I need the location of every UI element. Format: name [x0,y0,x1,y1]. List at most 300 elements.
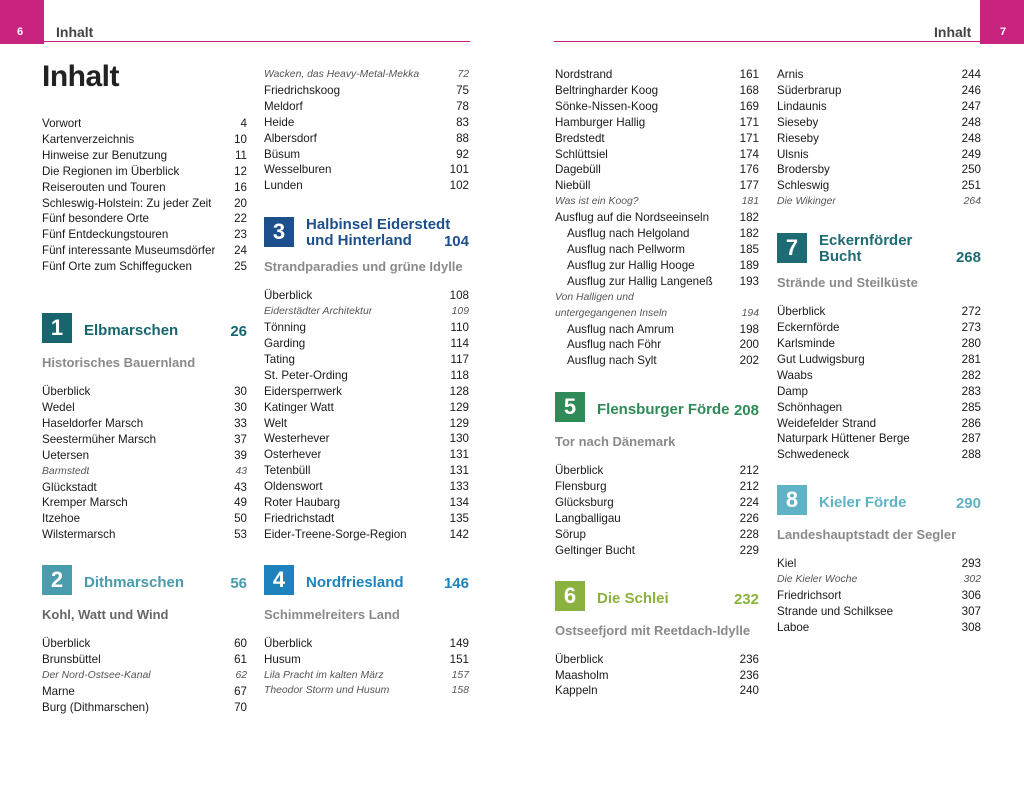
toc-entry-title: Wedel [42,400,75,414]
toc-entry[interactable] [555,210,759,226]
toc-entry[interactable] [42,243,247,259]
toc-entry-page: 306 [961,589,981,603]
toc-entry-page: 39 [234,448,247,462]
chapter-4-title: Nordfriesland [306,573,404,591]
chapter-7-title-line-1: Eckernförder [819,232,913,250]
toc-entry-page: 135 [449,511,469,525]
toc-entry-page: 229 [739,543,759,557]
right-page-number: 7 [980,0,1024,44]
toc-entry-title: Büsum [264,147,301,161]
toc-entry-page: 43 [235,465,247,477]
toc-entry[interactable] [555,99,759,115]
toc-entry[interactable] [264,162,469,178]
chapter-8-list [777,556,981,636]
toc-entry-title: Beltringharder Koog [555,83,659,97]
toc-entry-title: Albersdorf [264,131,317,145]
toc-entry[interactable] [555,322,759,338]
toc-entry-title: Kiel [777,557,797,571]
chapter-6-subtitle: Ostseefjord mit Reetdach-Idylle [555,622,751,638]
toc-entry[interactable] [264,416,469,432]
chapter-8-header[interactable] [777,485,981,517]
toc-entry[interactable] [264,99,469,115]
toc-entry[interactable] [555,495,759,511]
toc-entry-title: Dagebüll [555,163,601,177]
toc-entry-page: 287 [961,432,981,446]
toc-entry-page: 171 [739,131,759,145]
toc-entry[interactable] [264,336,469,352]
toc-entry-title: Brodersby [777,163,830,177]
toc-entry-page: 280 [961,336,981,350]
toc-entry[interactable] [777,336,981,352]
toc-entry[interactable] [777,67,981,83]
toc-column-3 [555,67,759,699]
front-matter-list [42,116,247,275]
toc-entry-title: Welt [264,416,287,430]
chapter-3-subtitle: Strandparadies und grüne Idylle [264,259,463,275]
chapter-1-list [42,384,247,543]
toc-entry-title: Hamburger Hallig [555,115,646,129]
toc-entry-page: 244 [961,68,981,81]
toc-entry[interactable] [264,463,469,479]
toc-entry-page: 168 [739,83,759,97]
toc-entry[interactable] [555,511,759,527]
toc-entry-page: 23 [234,228,247,242]
chapter-6-title: Die Schlei [597,589,669,607]
toc-entry[interactable] [777,147,981,163]
toc-entry[interactable] [555,463,759,479]
toc-entry[interactable] [42,259,247,275]
toc-entry-page: 10 [234,132,247,146]
toc-entry[interactable] [777,400,981,416]
toc-entry-title: Lindaunis [777,99,827,113]
toc-entry-page: 212 [739,464,759,478]
toc-entry[interactable] [777,178,981,194]
toc-entry-page: 224 [739,496,759,510]
toc-entry-page: 177 [739,179,759,193]
toc-entry[interactable] [42,148,247,164]
toc-entry[interactable] [777,99,981,115]
toc-entry[interactable] [264,304,469,320]
chapter-1-header[interactable] [42,313,247,345]
left-page-number: 6 [0,0,44,44]
toc-entry-page: 61 [234,653,247,667]
toc-entry[interactable] [42,684,247,700]
toc-entry-page: 283 [961,384,981,398]
toc-entry[interactable] [264,447,469,463]
toc-entry-title: Wilstermarsch [42,528,116,542]
chapter-8-number: 8 [777,485,807,515]
toc-entry-title: Maasholm [555,668,609,682]
toc-entry-page: 176 [739,163,759,177]
toc-entry-page: 302 [963,574,981,586]
toc-entry[interactable] [42,132,247,148]
chapter-2-number: 2 [42,565,72,595]
toc-entry[interactable] [555,178,759,194]
toc-entry[interactable] [555,242,759,258]
toc-entry[interactable] [777,384,981,400]
toc-entry-title: Itzehoe [42,512,81,526]
toc-entry-title: Naturpark Hüttener Berge [777,432,910,446]
toc-entry[interactable] [777,131,981,147]
chapter-5-title: Flensburger Förde [597,401,730,419]
toc-entry-title: Sönke-Nissen-Koog [555,99,659,113]
toc-entry-title: Waabs [777,368,813,382]
toc-entry-page: 102 [449,179,469,193]
toc-entry[interactable] [264,178,469,194]
toc-entry-title: Hinweise zur Benutzung [42,148,168,162]
toc-entry[interactable] [555,194,759,210]
toc-entry-page: 67 [234,684,247,698]
toc-entry-page: 171 [739,115,759,129]
toc-entry[interactable] [777,416,981,432]
chapter-1-title: Elbmarschen [84,322,179,340]
toc-entry[interactable] [777,352,981,368]
toc-entry-title: Tating [264,352,295,366]
chapter-4-list [264,636,469,700]
toc-entry[interactable] [555,652,759,668]
toc-entry-title: Fünf Entdeckungstouren [42,228,169,242]
chapter-2-list-continued [264,67,469,194]
toc-entry-title: Eckernförde [777,321,840,335]
chapter-7-header[interactable] [777,233,981,265]
toc-entry[interactable] [264,67,469,83]
toc-entry-page: 114 [450,336,469,350]
toc-entry[interactable] [264,147,469,163]
toc-entry[interactable] [777,162,981,178]
toc-entry[interactable] [42,400,247,416]
toc-entry[interactable] [264,479,469,495]
toc-entry-title: Gut Ludwigsburg [777,352,865,366]
toc-entry[interactable] [42,196,247,212]
toc-entry-page: 130 [449,432,469,446]
toc-entry-page: 212 [739,480,759,494]
toc-entry-title: Katinger Watt [264,400,334,414]
toc-entry-page: 228 [739,527,759,541]
toc-entry[interactable] [42,527,247,543]
toc-entry[interactable] [555,527,759,543]
toc-entry[interactable] [264,83,469,99]
toc-entry-title: Weidefelder Strand [777,416,877,430]
toc-entry-page: 174 [739,147,759,161]
toc-entry-page: 248 [961,131,981,145]
chapter-2-subtitle: Kohl, Watt und Wind [42,607,169,623]
toc-entry-page: 249 [961,147,981,161]
toc-column-4 [777,67,981,636]
chapter-3-header[interactable] [264,217,469,249]
toc-entry[interactable] [264,636,469,652]
toc-entry[interactable] [42,464,247,480]
toc-entry[interactable] [555,83,759,99]
toc-entry-title: Kappeln [555,684,598,698]
toc-entry[interactable] [264,431,469,447]
chapter-2-list [42,636,247,716]
toc-entry-title: Nordstrand [555,68,613,81]
toc-entry-title: Eider-Treene-Sorge-Region [264,527,407,541]
toc-entry-title: Glücksburg [555,496,614,510]
toc-entry[interactable] [42,227,247,243]
toc-entry-page: 134 [449,496,469,510]
toc-entry-page: 181 [741,196,759,208]
running-head-left: Inhalt [56,24,94,40]
toc-entry[interactable] [777,320,981,336]
toc-entry-page: 161 [739,68,759,81]
toc-entry-page: 202 [739,354,759,368]
toc-entry[interactable] [264,352,469,368]
toc-entry-title: St. Peter-Ording [264,368,348,382]
toc-entry[interactable] [555,67,759,83]
toc-entry-page: 12 [234,164,247,178]
toc-entry-title: Die Wikinger [777,196,836,208]
toc-entry-page: 118 [450,368,469,382]
toc-entry[interactable] [555,543,759,559]
toc-entry-title: Schlüttsiel [555,147,608,161]
toc-entry-page: 108 [449,289,469,303]
toc-entry-title: Niebüll [555,179,591,193]
toc-entry-title: Marne [42,684,75,698]
toc-entry-page: 30 [234,400,247,414]
toc-entry-title: Süderbrarup [777,83,842,97]
toc-entry[interactable] [42,432,247,448]
toc-entry[interactable] [42,480,247,496]
toc-entry[interactable] [555,162,759,178]
chapter-6-page: 232 [733,590,759,608]
toc-entry-title: Fünf interessante Museumsdörfer [42,244,216,258]
toc-entry[interactable] [555,131,759,147]
toc-entry[interactable] [264,368,469,384]
header-rule-left [44,41,470,42]
toc-entry[interactable] [264,115,469,131]
toc-entry-title: Der Nord-Ostsee-Kanal [42,669,151,681]
toc-entry-page: 189 [739,258,759,272]
toc-entry[interactable] [777,604,981,620]
toc-entry-title: Tönning [264,321,306,335]
toc-entry-title: Ausflug nach Pellworm [567,242,685,256]
toc-entry[interactable] [555,147,759,163]
toc-entry[interactable] [555,353,759,369]
toc-entry-page: 72 [457,69,469,80]
toc-entry[interactable] [42,668,247,684]
toc-entry[interactable] [777,572,981,588]
toc-entry-title: Westerhever [264,432,330,446]
toc-column-1 [42,116,247,716]
toc-entry-title: Roter Haubarg [264,496,341,510]
toc-entry[interactable] [264,131,469,147]
toc-entry-page: 33 [234,416,247,430]
toc-entry[interactable] [42,180,247,196]
toc-entry-page: 11 [234,148,247,162]
chapter-7-subtitle: Strände und Steilküste [777,275,918,291]
toc-entry[interactable] [555,226,759,242]
toc-entry[interactable] [264,527,469,543]
toc-entry-title: Kartenverzeichnis [42,132,135,146]
toc-entry-page: 286 [961,416,981,430]
toc-entry[interactable] [777,588,981,604]
toc-entry[interactable] [42,164,247,180]
toc-entry-title: Friedrichskoog [264,83,341,97]
toc-entry-title: Eidersperrwerk [264,384,342,398]
toc-entry-title: Meldorf [264,99,303,113]
toc-entry[interactable] [555,479,759,495]
chapter-1-subtitle: Historisches Bauernland [42,355,196,371]
chapter-1-number: 1 [42,313,72,343]
toc-entry[interactable] [777,304,981,320]
chapter-5-page: 208 [733,402,759,420]
toc-entry-page: 288 [961,448,981,462]
toc-entry-title: Laboe [777,620,810,634]
chapter-2-page: 56 [230,575,247,593]
toc-entry-page: 182 [739,227,759,241]
chapter-8-title: Kieler Förde [819,494,907,512]
toc-entry[interactable] [777,447,981,463]
toc-entry-title: Schönhagen [777,400,843,414]
toc-entry-page: 16 [234,180,247,194]
toc-entry-page: 246 [961,83,981,97]
toc-entry[interactable] [264,400,469,416]
toc-entry-page: 131 [449,448,469,462]
toc-entry-title: Ausflug auf die Nordseeinseln [555,211,710,225]
toc-entry[interactable] [777,620,981,636]
toc-entry[interactable] [555,306,759,322]
toc-entry[interactable] [555,290,759,306]
toc-entry[interactable] [264,511,469,527]
toc-entry-page: 142 [449,527,469,541]
chapter-2-header[interactable] [42,565,247,597]
toc-entry[interactable] [264,683,469,699]
toc-entry-title: Fünf besondere Orte [42,212,149,226]
chapter-3-list [264,288,469,543]
toc-entry-page: 308 [961,620,981,634]
toc-entry[interactable] [264,288,469,304]
toc-entry[interactable] [777,115,981,131]
toc-entry[interactable] [777,194,981,210]
toc-entry[interactable] [42,384,247,400]
toc-entry-page: 251 [961,179,981,193]
toc-entry[interactable] [777,83,981,99]
chapter-1-page: 26 [230,323,247,341]
chapter-4-list-continued [555,67,759,369]
toc-entry[interactable] [264,495,469,511]
toc-entry[interactable] [555,258,759,274]
toc-entry-title: Oldenswort [264,480,323,494]
chapter-3-number: 3 [264,217,294,247]
toc-entry-page: 272 [961,305,981,319]
toc-entry[interactable] [555,683,759,699]
chapter-5-subtitle: Tor nach Dänemark [555,434,676,450]
toc-entry-title: Schleswig [777,179,830,193]
chapter-5-header[interactable] [555,392,759,424]
toc-entry-title: Ausflug nach Helgoland [567,227,690,241]
toc-entry[interactable] [42,448,247,464]
toc-entry-title: Ausflug nach Amrum [567,322,674,336]
toc-entry[interactable] [777,556,981,572]
toc-entry-title: Ulsnis [777,147,809,161]
toc-entry[interactable] [264,384,469,400]
toc-entry-title: Ausflug nach Föhr [567,338,662,352]
toc-entry[interactable] [42,652,247,668]
toc-entry[interactable] [555,274,759,290]
toc-entry-page: 169 [739,99,759,113]
toc-entry-page: 70 [234,700,247,714]
toc-entry[interactable] [42,636,247,652]
toc-entry-title: Vorwort [42,117,82,130]
toc-entry-page: 25 [234,260,247,274]
toc-entry-title: Karlsminde [777,336,835,350]
chapter-4-page: 146 [443,574,469,592]
toc-entry-page: 236 [739,652,759,666]
toc-entry-title: Flensburg [555,480,607,494]
toc-entry-page: 101 [449,163,469,177]
toc-entry-page: 151 [449,652,469,666]
toc-entry-title: Geltinger Bucht [555,543,635,557]
toc-entry-page: 131 [449,464,469,478]
toc-entry-page: 250 [961,163,981,177]
toc-entry-page: 4 [240,117,247,130]
toc-entry-page: 240 [739,684,759,698]
toc-entry-title: Bredstedt [555,131,605,145]
chapter-6-header[interactable] [555,581,759,613]
toc-entry-title: Uetersen [42,448,90,462]
toc-entry[interactable] [42,116,247,132]
toc-entry[interactable] [42,511,247,527]
toc-entry-title: Osterhever [264,448,322,462]
toc-entry-page: 88 [456,131,469,145]
toc-entry-title: Wesselburen [264,163,332,177]
page-title: Inhalt [42,60,119,93]
toc-entry-title: Überblick [777,305,826,319]
toc-entry[interactable] [555,668,759,684]
chapter-7-list [777,304,981,463]
chapter-3-page: 104 [443,233,469,251]
toc-entry-page: 49 [234,496,247,510]
toc-entry-page: 83 [456,115,469,129]
toc-entry-page: 198 [739,322,759,336]
toc-entry-title: Friedrichsort [777,589,842,603]
toc-entry[interactable] [42,495,247,511]
toc-entry[interactable] [555,115,759,131]
toc-entry[interactable] [264,668,469,684]
toc-entry-title: Reiserouten und Touren [42,180,166,194]
toc-entry[interactable] [42,700,247,716]
chapter-4-number: 4 [264,565,294,595]
toc-entry-title: Überblick [264,289,313,303]
toc-entry-title: Überblick [264,636,313,650]
toc-entry-page: 37 [234,432,247,446]
toc-entry[interactable] [42,211,247,227]
toc-entry-title: Seestermüher Marsch [42,432,157,446]
toc-entry-page: 157 [451,669,469,681]
toc-entry-page: 129 [449,416,469,430]
toc-entry-page: 236 [739,668,759,682]
toc-entry-page: 194 [741,307,759,319]
toc-entry[interactable] [777,368,981,384]
toc-entry[interactable] [264,652,469,668]
toc-entry-page: 22 [234,212,247,226]
toc-entry[interactable] [555,337,759,353]
toc-entry-title: Eiderstädter Architektur [264,306,373,318]
toc-entry[interactable] [777,431,981,447]
toc-entry-title: Garding [264,336,306,350]
toc-entry[interactable] [42,416,247,432]
toc-entry-page: 30 [234,385,247,399]
toc-entry-title: Die Regionen im Überblick [42,164,180,178]
chapter-2-title: Dithmarschen [84,574,185,592]
toc-entry-page: 281 [961,352,981,366]
toc-entry-page: 50 [234,512,247,526]
toc-entry-title: Kremper Marsch [42,496,128,510]
toc-entry[interactable] [264,320,469,336]
toc-entry-page: 133 [449,480,469,494]
chapter-4-header[interactable] [264,565,469,597]
